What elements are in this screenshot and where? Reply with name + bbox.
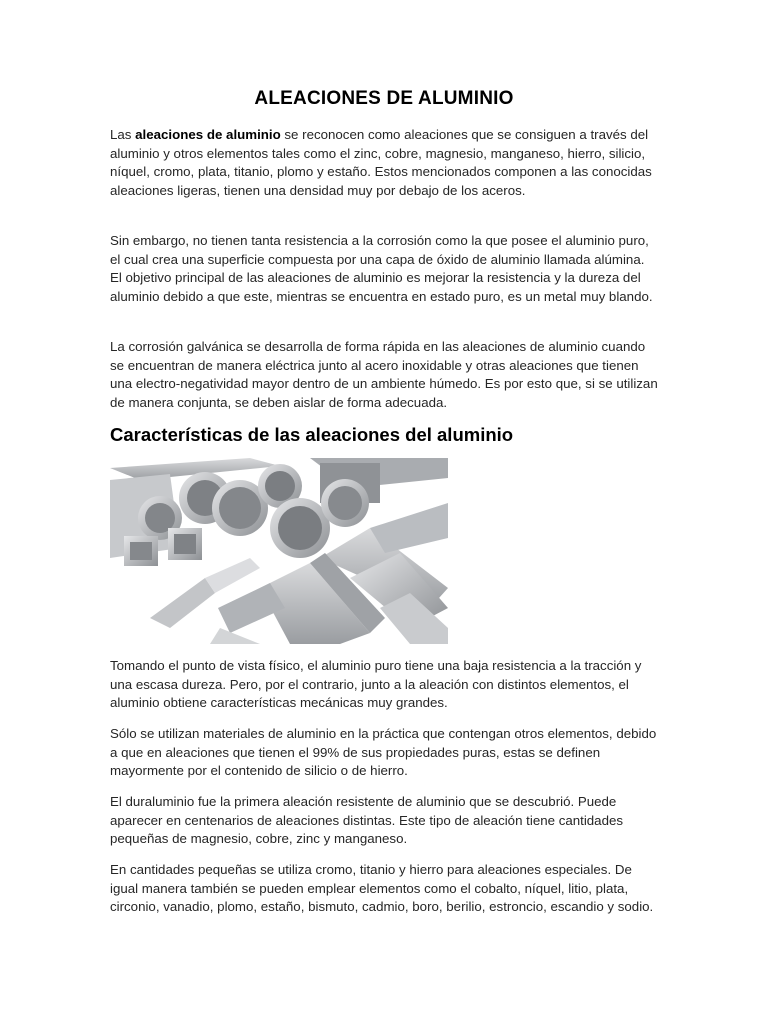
- paragraph-special-alloys: En cantidades pequeñas se utiliza cromo, titanio y hierro para aleaciones especiales. De igual manera también se pueden emplear elementos como el cobalto, níquel, litio, plata, circonio, vanadio, plomo, estaño, bismuto, cadmio, boro, berilio, estroncio, escandio y sodio.: [110, 862, 654, 915]
- section-heading: Características de las aleaciones del aluminio: [110, 424, 514, 445]
- intro-bold-term: aleaciones de aluminio: [135, 127, 281, 142]
- paragraph-practical-use: Sólo se utilizan materiales de aluminio en la práctica que contengan otros elementos, debido a que en aleaciones que tienen el 99% de sus propiedades puras, estas se definen mayormente por el contenido de silicio o de hierro.: [110, 726, 657, 779]
- paragraph-corrosion-resistance: Sin embargo, no tienen tanta resistencia a la corrosión como la que posee el aluminio puro, el cual crea una superficie compuesta por una capa de óxido de aluminio llamada alúmina. El objetivo principal de las aleaciones de aluminio es mejorar la resistencia y la dureza del aluminio debido a que este, mientras se encuentra en estado puro, es un metal muy blando.: [110, 233, 653, 305]
- paragraph-galvanic-corrosion: La corrosión galvánica se desarrolla de forma rápida en las aleaciones de aluminio cuando se encuentran de manera eléctrica junto al acero inoxidable y otras aleaciones que tienen una electro-negatividad mayor dentro de un ambiente húmedo. Es por esto que, si se utilizan de manera conjunta, se deben aislar de forma adecuada.: [110, 339, 658, 411]
- intro-prefix: Las: [110, 127, 136, 142]
- paragraph-physical-properties: Tomando el punto de vista físico, el aluminio puro tiene una baja resistencia a la tracción y una escasa dureza. Pero, por el contrario, junto a la aleación con distintos elementos, el aluminio obtiene características mecánicas muy grandes.: [110, 658, 642, 711]
- page-title: ALEACIONES DE ALUMINIO: [254, 88, 514, 109]
- intro-paragraph: [110, 126, 658, 201]
- paragraph-duraluminum: El duraluminio fue la primera aleación resistente de aluminio que se descubrió. Puede aparecer en centenarios de aleaciones distintas. Este tipo de aleación tiene cantidades pequeñas de magnesio, cobre, zinc y manganeso.: [110, 794, 624, 847]
- aluminum-profiles-photo: [110, 458, 448, 644]
- intro-suffix: se reconocen como aleaciones que se consiguen a través del aluminio y otros elementos tales como el zinc, cobre, magnesio, manganeso, hierro, silicio, níquel, cromo, plata, titanio, plomo y estaño. Estos mencionados componen a las conocidas aleaciones ligeras, tienen una densidad muy por debajo de los aceros.: [110, 127, 652, 199]
